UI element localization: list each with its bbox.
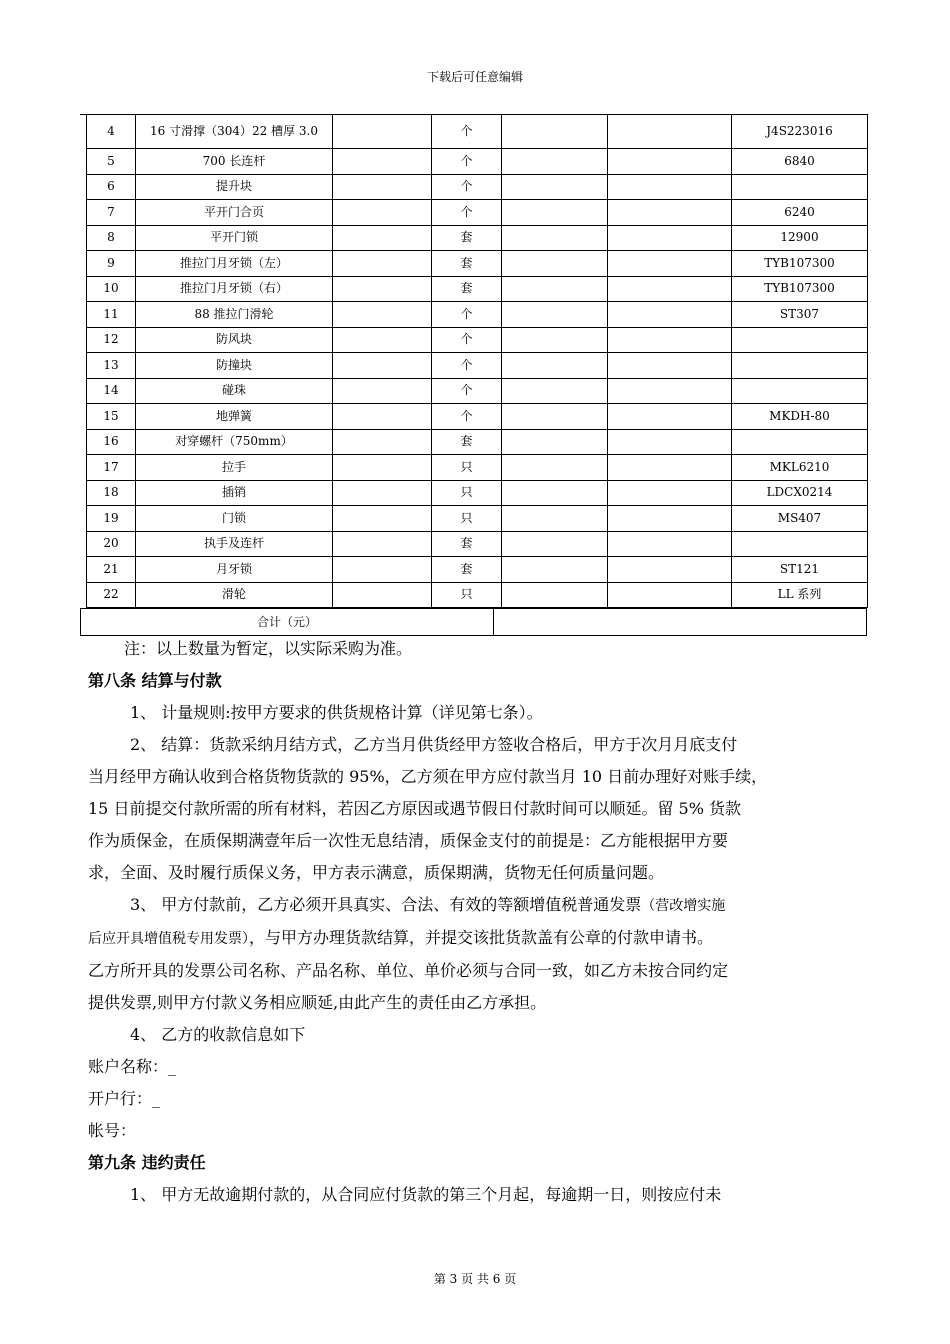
price-cell	[608, 378, 732, 404]
table-row	[87, 404, 868, 430]
spec-cell	[333, 174, 432, 200]
spec-cell	[333, 115, 432, 149]
unit-cell: 只	[432, 455, 502, 481]
model-cell: 6840	[732, 149, 868, 175]
quantity-cell	[502, 506, 608, 532]
model-cell	[732, 531, 868, 557]
spec-cell	[333, 200, 432, 226]
model-cell	[732, 353, 868, 379]
row-number-cell: 19	[87, 506, 136, 532]
model-cell: MKL6210	[732, 455, 868, 481]
model-cell	[732, 327, 868, 353]
item-name-cell: 对穿螺杆（750mm）	[136, 429, 333, 455]
spec-cell	[333, 225, 432, 251]
article-8-clause-1: 1、 计量规则:按甲方要求的供货规格计算（详见第七条）。	[130, 703, 543, 722]
item-name-cell: 16 寸滑撑（304）22 槽厚 3.0	[136, 115, 333, 149]
table-row	[87, 353, 868, 379]
item-name-cell: 防风块	[136, 327, 333, 353]
table-row	[87, 225, 868, 251]
quantity-cell	[502, 480, 608, 506]
article-8-clause-2-line-4: 作为质保金，在质保期满壹年后一次性无息结清，质保金支付的前提是：乙方能根据甲方要	[88, 831, 729, 850]
quantity-cell	[502, 582, 608, 608]
clause-3-text-a: 3、 甲方付款前，乙方必须开具真实、合法、有效的等额增值税普通发票	[130, 895, 642, 914]
model-cell	[732, 378, 868, 404]
row-number-cell: 15	[87, 404, 136, 430]
model-cell	[732, 429, 868, 455]
item-name-cell: 月牙锁	[136, 557, 333, 583]
unit-cell: 个	[432, 149, 502, 175]
model-cell: TYB107300	[732, 251, 868, 277]
spec-cell	[333, 404, 432, 430]
unit-cell: 个	[432, 327, 502, 353]
table-row	[87, 149, 868, 175]
account-number-field: 帐号：	[88, 1121, 137, 1140]
row-number-cell: 21	[87, 557, 136, 583]
price-cell	[608, 557, 732, 583]
article-8-clause-4: 4、 乙方的收款信息如下	[130, 1025, 306, 1044]
item-name-cell: 门锁	[136, 506, 333, 532]
model-cell: 12900	[732, 225, 868, 251]
table-row	[87, 251, 868, 277]
unit-cell: 只	[432, 480, 502, 506]
contract-body	[88, 633, 878, 1211]
row-number-cell: 17	[87, 455, 136, 481]
table-row	[87, 302, 868, 328]
price-cell	[608, 200, 732, 226]
model-cell: LDCX0214	[732, 480, 868, 506]
model-cell	[732, 174, 868, 200]
row-number-cell: 9	[87, 251, 136, 277]
row-number-cell: 22	[87, 582, 136, 608]
quantity-cell	[502, 429, 608, 455]
price-cell	[608, 115, 732, 149]
model-cell: LL 系列	[732, 582, 868, 608]
table-row	[87, 200, 868, 226]
article-8-clause-3-line-3: 乙方所开具的发票公司名称、产品名称、单位、单价必须与合同一致，如乙方未按合同约定	[88, 961, 729, 980]
hardware-items-table	[86, 114, 868, 608]
item-name-cell: 拉手	[136, 455, 333, 481]
article-8-clause-2-line-1: 2、 结算：货款采纳月结方式，乙方当月供货经甲方签收合格后，甲方于次月月底支付	[130, 735, 738, 754]
price-cell	[608, 251, 732, 277]
quantity-cell	[502, 251, 608, 277]
price-cell	[608, 455, 732, 481]
spec-cell	[333, 327, 432, 353]
row-number-cell: 8	[87, 225, 136, 251]
quantity-cell	[502, 327, 608, 353]
article-8-clause-2-line-5: 求，全面、及时履行质保义务，甲方表示满意，质保期满，货物无任何质量问题。	[88, 863, 665, 882]
price-cell	[608, 149, 732, 175]
unit-cell: 个	[432, 378, 502, 404]
row-number-cell: 7	[87, 200, 136, 226]
total-row	[80, 608, 867, 636]
spec-cell	[333, 455, 432, 481]
row-number-cell: 10	[87, 276, 136, 302]
bank-field: 开户行：_	[88, 1089, 161, 1108]
spec-cell	[333, 276, 432, 302]
spec-cell	[333, 429, 432, 455]
row-number-cell: 18	[87, 480, 136, 506]
quantity-cell	[502, 302, 608, 328]
table-row	[87, 506, 868, 532]
quantity-cell	[502, 115, 608, 149]
item-name-cell: 执手及连杆	[136, 531, 333, 557]
unit-cell: 套	[432, 557, 502, 583]
article-8-title: 第八条 结算与付款	[88, 671, 222, 690]
quantity-cell	[502, 404, 608, 430]
quantity-cell	[502, 353, 608, 379]
row-number-cell: 16	[87, 429, 136, 455]
item-name-cell: 滑轮	[136, 582, 333, 608]
item-name-cell: 88 推拉门滑轮	[136, 302, 333, 328]
unit-cell: 个	[432, 200, 502, 226]
row-number-cell: 14	[87, 378, 136, 404]
article-8-clause-2-line-2: 当月经甲方确认收到合格货物货款的 95%，乙方须在甲方应付款当月 10 日前办理好对账手续，	[88, 767, 768, 786]
item-name-cell: 推拉门月牙锁（左）	[136, 251, 333, 277]
total-label: 合计（元）	[81, 609, 494, 635]
item-name-cell: 地弹簧	[136, 404, 333, 430]
table-row	[87, 531, 868, 557]
row-number-cell: 6	[87, 174, 136, 200]
price-cell	[608, 353, 732, 379]
spec-cell	[333, 531, 432, 557]
account-name-field: 账户名称：_	[88, 1057, 177, 1076]
spec-cell	[333, 506, 432, 532]
row-number-cell: 5	[87, 149, 136, 175]
price-cell	[608, 506, 732, 532]
row-number-cell: 12	[87, 327, 136, 353]
row-number-cell: 13	[87, 353, 136, 379]
spec-cell	[333, 582, 432, 608]
article-9-clause-1: 1、 甲方无故逾期付款的，从合同应付货款的第三个月起，每逾期一日，则按应付未	[130, 1185, 722, 1204]
unit-cell: 个	[432, 404, 502, 430]
item-name-cell: 提升块	[136, 174, 333, 200]
quantity-cell	[502, 276, 608, 302]
model-cell: MKDH-80	[732, 404, 868, 430]
unit-cell: 只	[432, 582, 502, 608]
table-row	[87, 455, 868, 481]
unit-cell: 个	[432, 174, 502, 200]
model-cell: ST307	[732, 302, 868, 328]
item-name-cell: 平开门锁	[136, 225, 333, 251]
price-cell	[608, 174, 732, 200]
row-number-cell: 11	[87, 302, 136, 328]
page-footer: 第 3 页 共 6 页	[433, 1272, 517, 1286]
model-cell: J4S223016	[732, 115, 868, 149]
item-name-cell: 推拉门月牙锁（右）	[136, 276, 333, 302]
unit-cell: 个	[432, 115, 502, 149]
table-row	[87, 378, 868, 404]
quantity-cell	[502, 200, 608, 226]
table-row	[87, 557, 868, 583]
spec-cell	[333, 378, 432, 404]
quantity-cell	[502, 531, 608, 557]
price-cell	[608, 480, 732, 506]
spec-cell	[333, 557, 432, 583]
article-8-clause-3-line-2	[88, 922, 878, 955]
article-8-clause-3-line-4: 提供发票,则甲方付款义务相应顺延,由此产生的责任由乙方承担。	[88, 993, 547, 1012]
price-cell	[608, 429, 732, 455]
price-cell	[608, 302, 732, 328]
clause-3-text-b: ，与甲方办理货款结算，并提交该批货款盖有公章的付款申请书。	[249, 928, 714, 947]
model-cell: TYB107300	[732, 276, 868, 302]
clause-3-small-a: （营改增实施	[641, 898, 726, 914]
price-cell	[608, 276, 732, 302]
quantity-cell	[502, 174, 608, 200]
article-8-clause-3-line-1	[88, 889, 878, 922]
table-row	[87, 429, 868, 455]
price-cell	[608, 531, 732, 557]
unit-cell: 只	[432, 506, 502, 532]
price-cell	[608, 404, 732, 430]
unit-cell: 个	[432, 353, 502, 379]
item-name-cell: 防撞块	[136, 353, 333, 379]
note-text: 注：以上数量为暂定，以实际采购为准。	[124, 639, 413, 658]
table-row	[87, 174, 868, 200]
quantity-cell	[502, 557, 608, 583]
page-header: 下载后可任意编辑	[426, 70, 523, 84]
quantity-cell	[502, 378, 608, 404]
unit-cell: 个	[432, 302, 502, 328]
spec-cell	[333, 251, 432, 277]
item-name-cell: 700 长连杆	[136, 149, 333, 175]
unit-cell: 套	[432, 531, 502, 557]
unit-cell: 套	[432, 276, 502, 302]
item-name-cell: 插销	[136, 480, 333, 506]
spec-cell	[333, 302, 432, 328]
article-9-title: 第九条 违约责任	[88, 1153, 206, 1172]
table-row	[87, 276, 868, 302]
model-cell: 6240	[732, 200, 868, 226]
table-row	[87, 480, 868, 506]
model-cell: MS407	[732, 506, 868, 532]
price-cell	[608, 225, 732, 251]
item-name-cell: 平开门合页	[136, 200, 333, 226]
price-cell	[608, 582, 732, 608]
unit-cell: 套	[432, 429, 502, 455]
unit-cell: 套	[432, 251, 502, 277]
price-cell	[608, 327, 732, 353]
quantity-cell	[502, 455, 608, 481]
table-row	[87, 582, 868, 608]
spec-cell	[333, 149, 432, 175]
article-8-clause-2-line-3: 15 日前提交付款所需的所有材料，若因乙方原因或遇节假日付款时间可以顺延。留 5% 货款	[88, 799, 742, 818]
quantity-cell	[502, 149, 608, 175]
unit-cell: 套	[432, 225, 502, 251]
clause-3-small-b: 后应开具增值税专用发票）	[88, 931, 249, 947]
item-name-cell: 碰珠	[136, 378, 333, 404]
model-cell: ST121	[732, 557, 868, 583]
spec-cell	[333, 480, 432, 506]
quantity-cell	[502, 225, 608, 251]
row-number-cell: 4	[87, 115, 136, 149]
spec-cell	[333, 353, 432, 379]
table-row	[87, 115, 868, 149]
row-number-cell: 20	[87, 531, 136, 557]
table-row	[87, 327, 868, 353]
